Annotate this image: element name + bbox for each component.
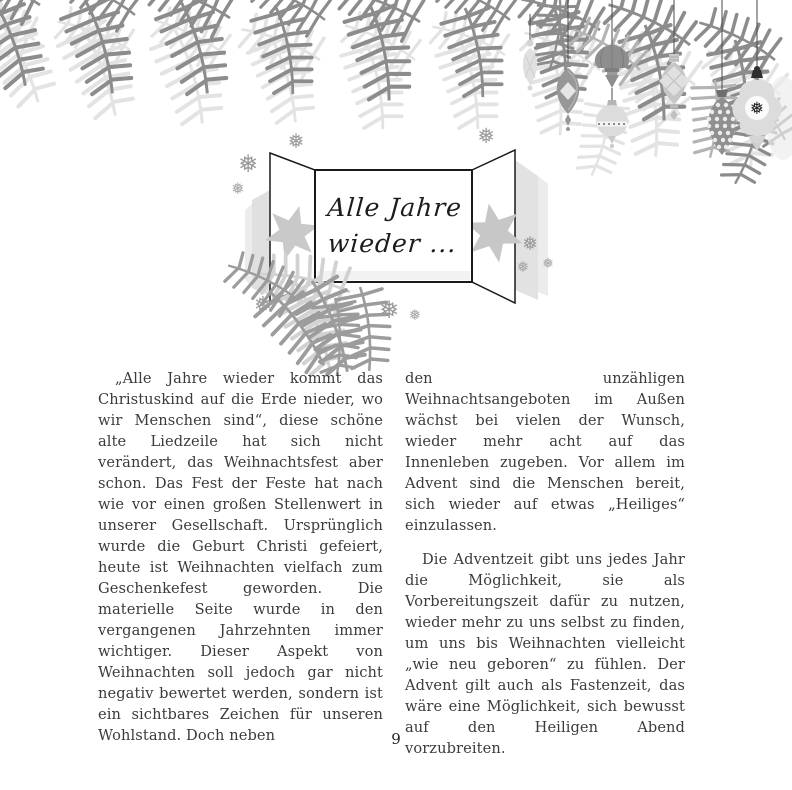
page-number: 9 (391, 730, 401, 748)
left-text-column (98, 368, 383, 746)
snowflake-icon: ❅ (253, 293, 273, 318)
snowflake-icon: ❅ (408, 306, 422, 324)
snowflake-icon: ❅ (378, 296, 400, 324)
snowflake-icon: ❅ (477, 124, 495, 148)
bauble-polka-drop-icon (707, 90, 736, 155)
snowflake-icon: ❅ (231, 179, 245, 198)
window-title-line2: wieder ... (326, 229, 458, 258)
snowflake-icon: ❅ (237, 150, 259, 178)
snowflake-icon: ❅ (522, 233, 538, 255)
snowflake-icon: ❅ (287, 129, 305, 153)
paragraph: den unzähligen Weihnachtsangeboten im Außen wächst bei vielen der Wunsch, wieder mehr acht auf das Innenleben zugeben. Vor allem im Advent sind die Menschen bereit, sich wieder auf etwas „Heiliges“ einzulassen. (405, 370, 685, 534)
paragraph: „Alle Jahre wieder kommt das Christuskind auf die Erde nieder, wo wir Menschen sind“, diese schöne alte Liedzeile hat sich nicht verändert, das Weihnachtsfest aber schon. Das Fest der Feste hat nach wie vor einen großen Stellenwert in unserer Gesellschaft. Ursprünglich wurde die Geburt Christi gefeiert, heute ist Weihnachten vielfach zum Geschenkefest geworden. Die materielle Seite wurde in den vergangenen Jahrzehnten immer wichtiger. Dieser Aspekt von Weihnachten soll jedoch gar nicht negativ bewertet werden, sondern ist ein sichtbares Zeichen für unseren Wohlstand. Doch neben (98, 370, 383, 744)
window-shadow (538, 176, 548, 296)
window-shadow (515, 160, 538, 300)
svg-text:❅: ❅ (749, 99, 765, 119)
snowflake-icon: ❅ (516, 258, 530, 276)
right-text-column (405, 368, 685, 759)
window-title-line1: Alle Jahre (326, 192, 464, 222)
paragraph: Die Adventzeit gibt uns jedes Jahr die Möglichkeit, sie als Vorbereitungszeit dafür zu nutzen, wieder mehr zu uns selbst zu finden, um uns bis Weihnachten vielleicht „wie neu geboren“ zu fühlen. Der Advent gilt auch als Fastenzeit, das wäre eine Möglichkeit, sich bewusst auf den Heiligen Abend vorzubreiten. (405, 551, 685, 757)
window-title (311, 170, 476, 282)
snowflake-icon: ❅ (542, 256, 554, 272)
